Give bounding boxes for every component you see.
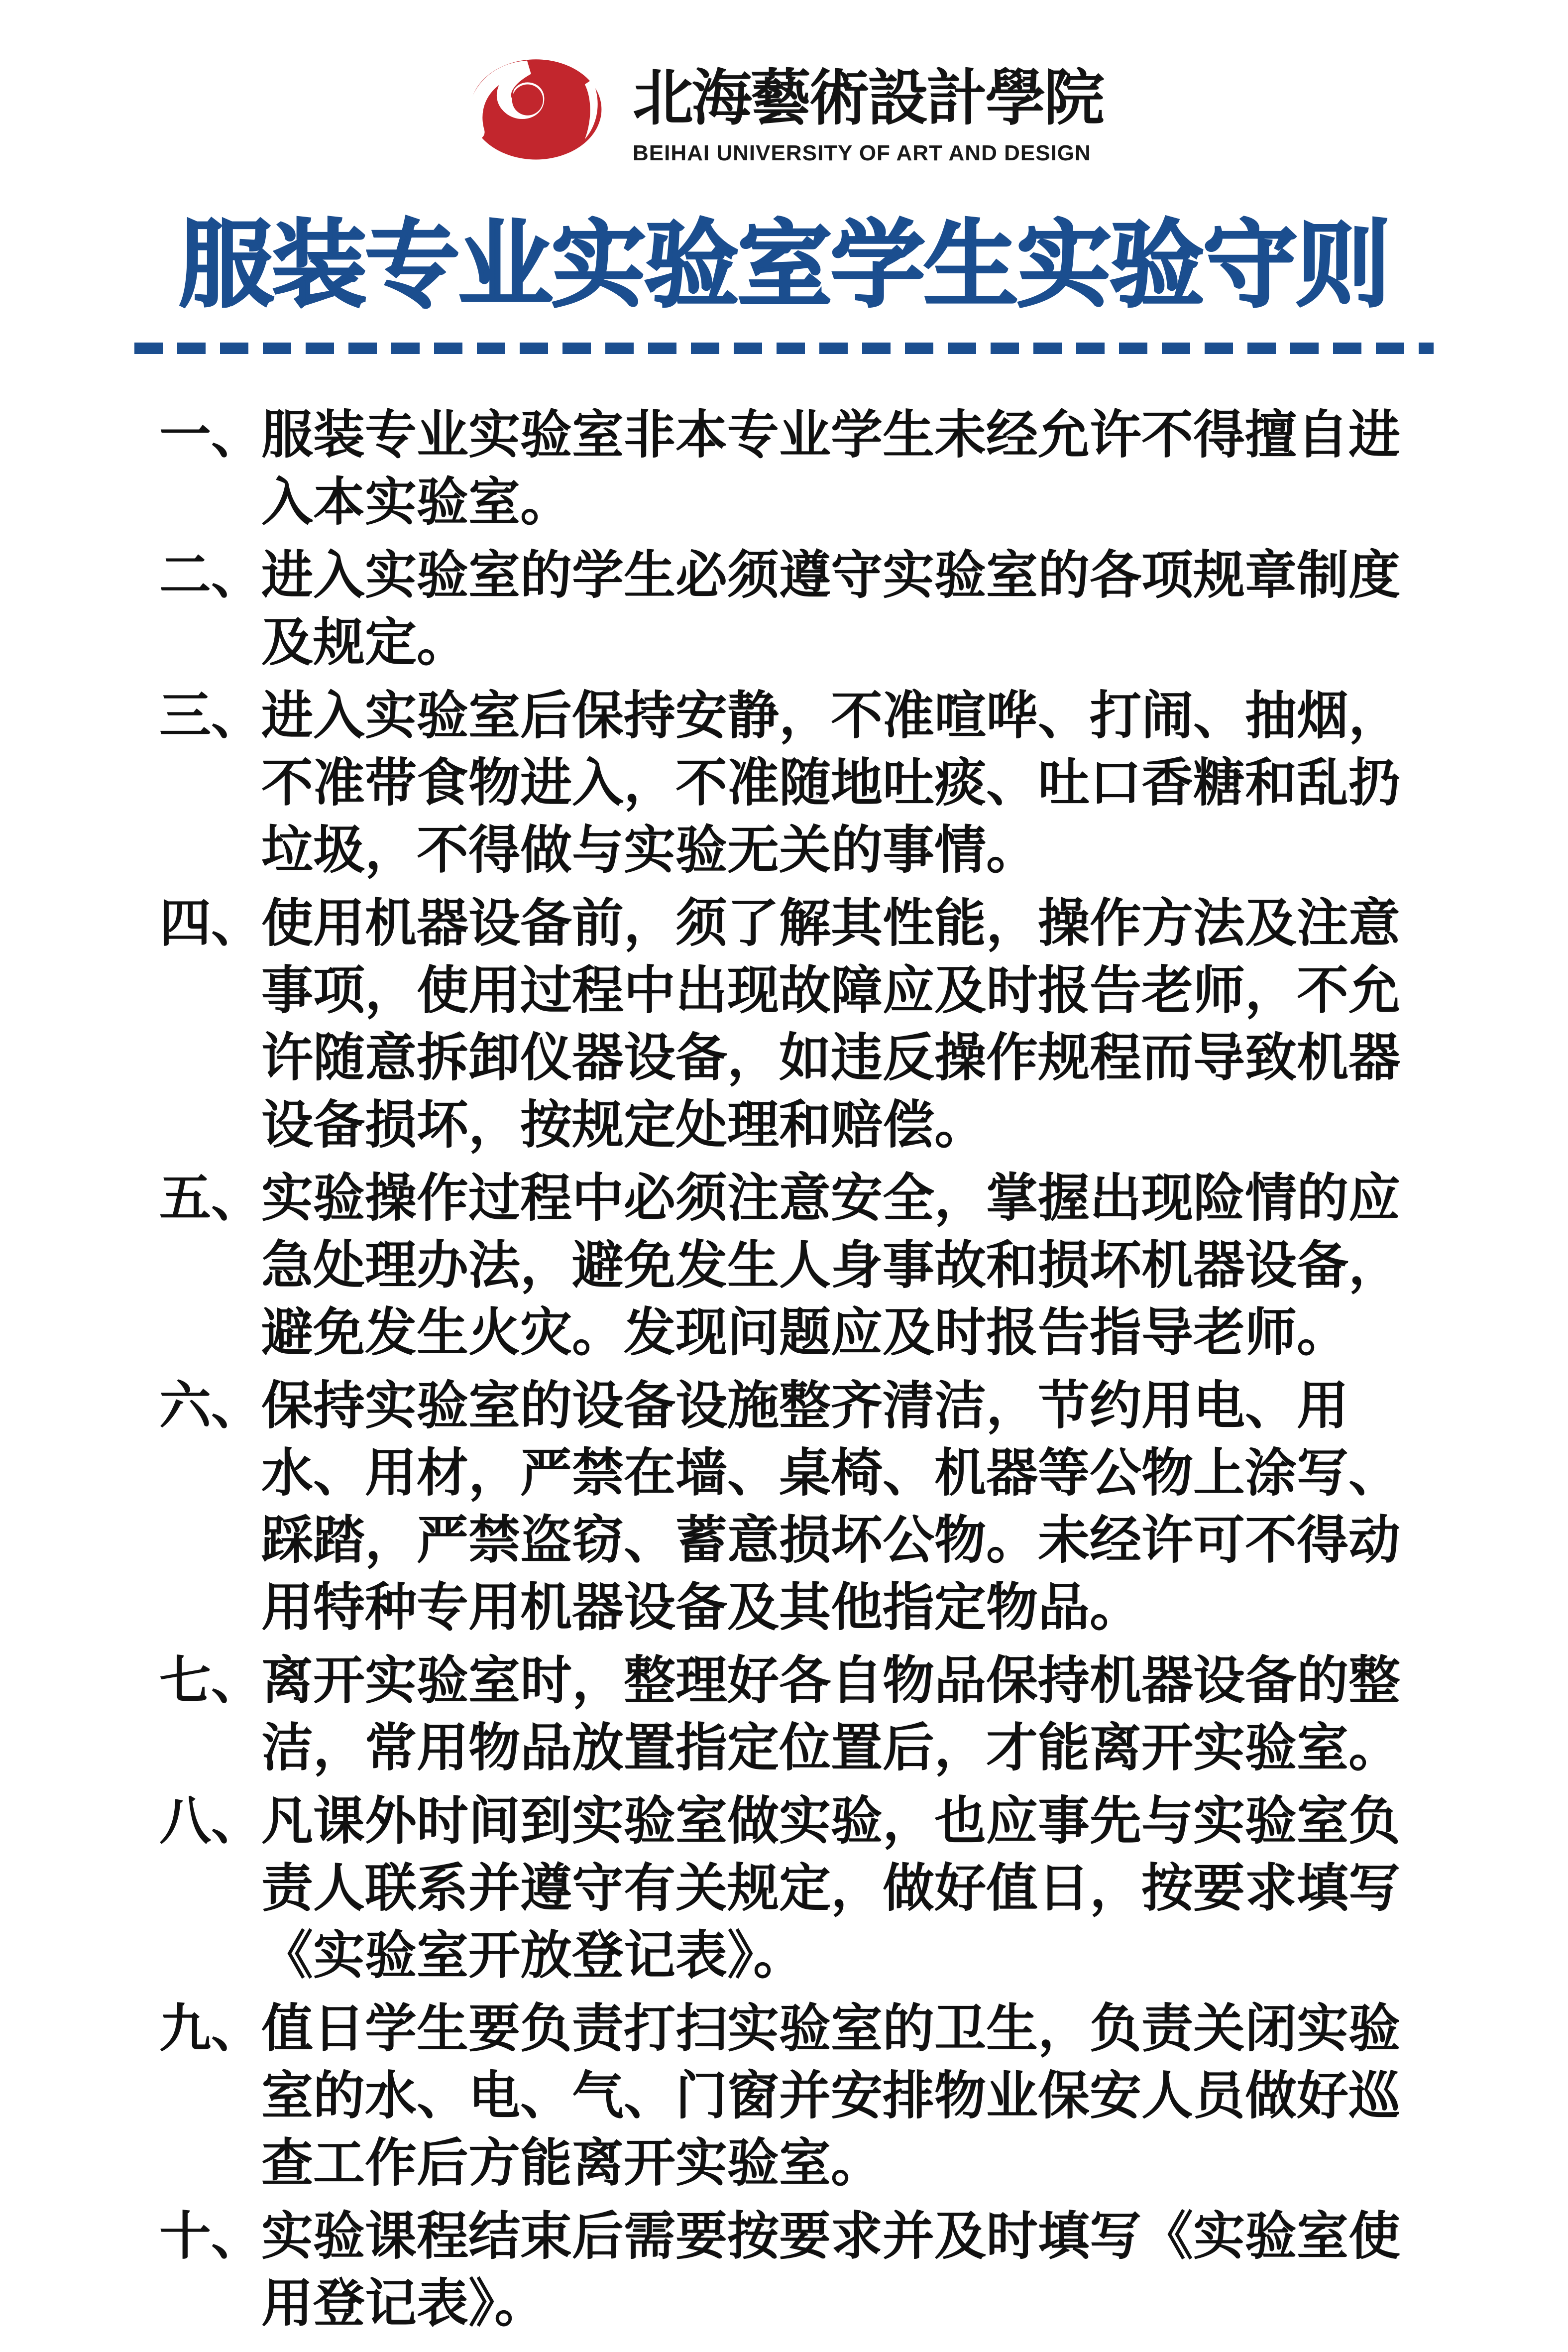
rule-item: [159, 1165, 1404, 1367]
rule-item: [159, 402, 1404, 536]
page-title: 服装专业实验室学生实验守则: [179, 213, 1389, 318]
rule-item: [159, 1647, 1404, 1782]
rules-list: [159, 402, 1404, 2338]
rule-number: 三、: [159, 687, 263, 745]
rule-text: 保持实验室的设备设施整齐清洁，节约用电、用水、用材，严禁在墙、桌椅、机器等公物上涂写、踩踏，严禁盗窃、蓄意损坏公物。未经许可不得动用特种专用机器设备及其他指定物品。: [261, 1377, 1401, 1637]
rule-item: [159, 2203, 1404, 2338]
rule-text: 实验课程结束后需要按要求并及时填写《实验室使用登记表》。: [261, 2208, 1401, 2333]
rule-text: 进入实验室的学生必须遵守实验室的各项规章制度及规定。: [261, 547, 1401, 672]
rule-item: [159, 1996, 1404, 2197]
rule-text: 凡课外时间到实验室做实验，也应事先与实验室负责人联系并遵守有关规定，做好值日，按要求填写《实验室开放登记表》。: [261, 1792, 1401, 1985]
rule-number: 一、: [159, 406, 263, 464]
rule-item: [159, 890, 1404, 1159]
rule-number: 六、: [159, 1377, 263, 1435]
rule-number: 七、: [159, 1652, 263, 1710]
rule-number: 八、: [159, 1792, 263, 1850]
rule-number: 五、: [159, 1170, 263, 1227]
university-swirl-logo-icon: [465, 56, 609, 170]
rule-text: 进入实验室后保持安静，不准喧哗、打闹、抽烟，不准带食物进入，不准随地吐痰、吐口香糖和乱扔垃圾，不得做与实验无关的事情。: [261, 687, 1401, 879]
logo-header: [0, 0, 1568, 170]
university-name-english: BEIHAI UNIVERSITY OF ART AND DESIGN: [633, 141, 1091, 165]
rule-item: [159, 1373, 1404, 1642]
rule-number: 九、: [159, 2000, 263, 2058]
rule-text: 离开实验室时，整理好各自物品保持机器设备的整洁，常用物品放置指定位置后，才能离开实验室。: [261, 1652, 1401, 1777]
rule-text: 服装专业实验室非本专业学生未经允许不得擅自进入本实验室。: [261, 406, 1401, 531]
rule-text: 使用机器设备前，须了解其性能，操作方法及注意事项，使用过程中出现故障应及时报告老师，不允许随意拆卸仪器设备，如违反操作规程而导致机器设备损坏，按规定处理和赔偿。: [261, 895, 1401, 1154]
rule-item: [159, 1788, 1404, 1990]
rule-number: 四、: [159, 895, 263, 952]
dashed-divider: [134, 343, 1434, 354]
rule-number: 十、: [159, 2208, 263, 2265]
logo-text-block: [633, 58, 1103, 165]
rule-text: 实验操作过程中必须注意安全，掌握出现险情的应急处理办法，避免发生人身事故和损坏机器设备，避免发生火灾。发现问题应及时报告指导老师。: [261, 1170, 1401, 1362]
rule-item: [159, 683, 1404, 884]
rule-number: 二、: [159, 547, 263, 604]
rule-text: 值日学生要负责打扫实验室的卫生，负责关闭实验室的水、电、气、门窗并安排物业保安人员做好巡查工作后方能离开实验室。: [261, 2000, 1401, 2192]
rule-item: [159, 542, 1404, 677]
university-name-calligraphy: 北海藝術設計學院: [633, 62, 1103, 133]
